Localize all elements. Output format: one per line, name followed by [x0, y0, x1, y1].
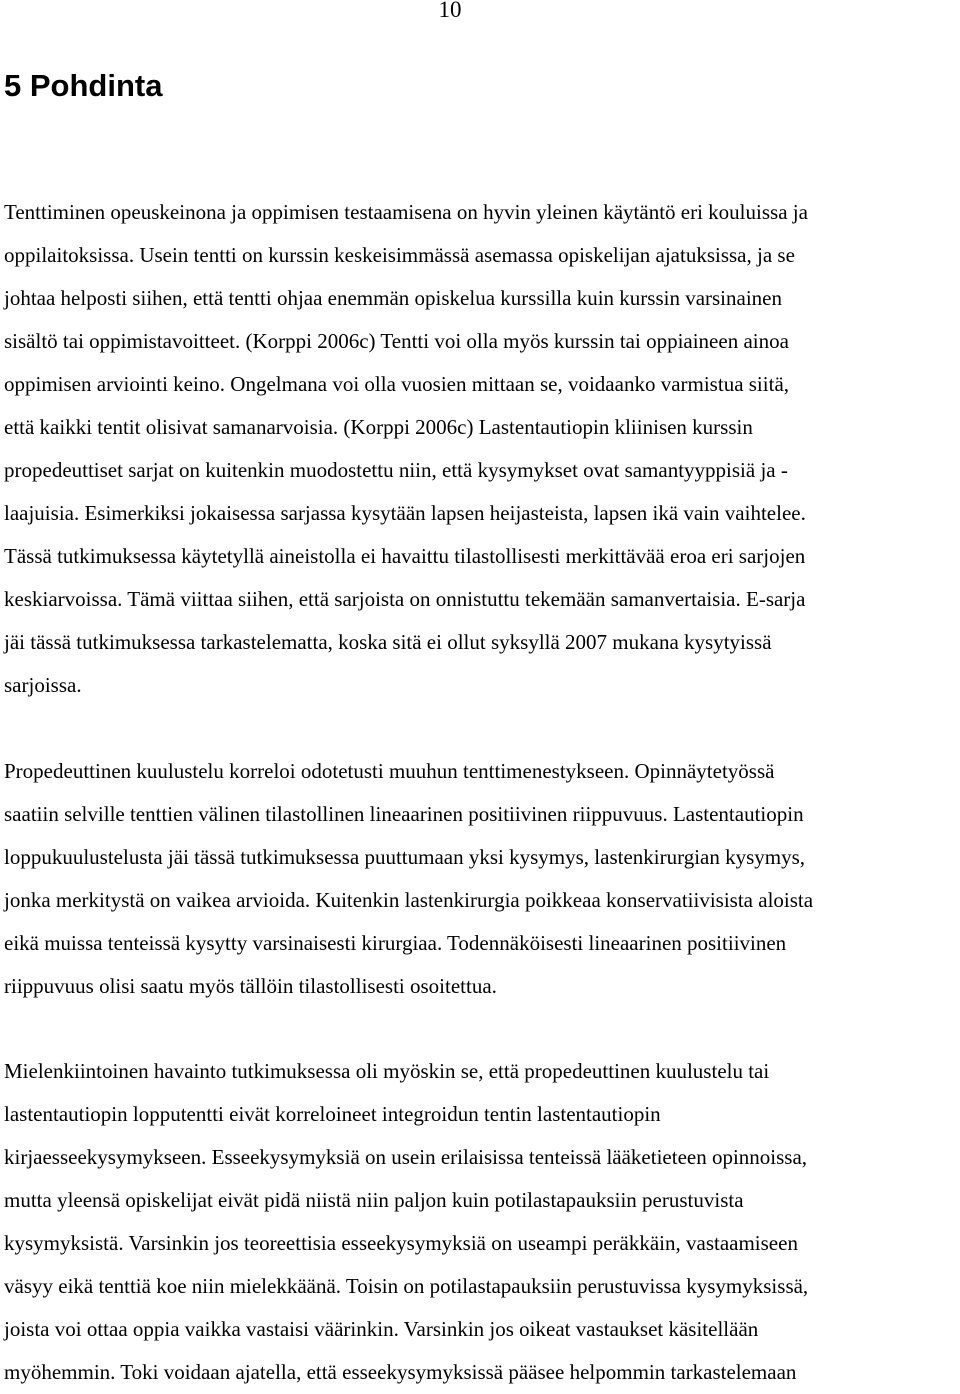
paragraph-line: väsyy eikä tenttiä koe niin mielekkäänä. Toisin on potilastapauksiin perustuvissa kysymyksissä,	[4, 1274, 809, 1298]
paragraph-line: Tässä tutkimuksessa käytetyllä aineistolla ei havaittu tilastollisesti merkittävää eroa eri sarjojen	[4, 544, 806, 568]
paragraph-line: oppilaitoksissa. Usein tentti on kurssin keskeisimmässä asemassa opiskelijan ajatuksissa, ja se	[4, 243, 795, 267]
section-heading: 5 Pohdinta	[4, 68, 163, 103]
paragraph-line: joista voi ottaa oppia vaikka vastaisi väärinkin. Varsinkin jos oikeat vastaukset käsitellään	[4, 1317, 759, 1341]
paragraph-line: Tenttiminen opeuskeinona ja oppimisen testaamisena on hyvin yleinen käytäntö eri kouluissa ja	[4, 200, 808, 224]
paragraph-line: riippuvuus olisi saatu myös tällöin tilastollisesti osoitettua.	[4, 974, 497, 998]
paragraph-line: kysymyksistä. Varsinkin jos teoreettisia esseekysymyksiä on useampi peräkkäin, vastaamiseen	[4, 1231, 798, 1255]
paragraph-line: keskiarvoissa. Tämä viittaa siihen, että sarjoista on onnistuttu tekemään samanvertaisia. E-sarja	[4, 587, 806, 611]
paragraph-line: johtaa helposti siihen, että tentti ohjaa enemmän opiskelua kurssilla kuin kurssin varsinainen	[4, 286, 782, 310]
paragraph-line: Propedeuttinen kuulustelu korreloi odotetusti muuhun tenttimenestykseen. Opinnäytetyössä	[4, 759, 775, 783]
paragraph-line: laajuisia. Esimerkiksi jokaisessa sarjassa kysytään lapsen heijasteista, lapsen ikä vain vaihtelee.	[4, 501, 806, 525]
paragraph-line: kirjaesseekysymykseen. Esseekysymyksiä on usein erilaisissa tenteissä lääketieteen opinnoissa,	[4, 1145, 808, 1169]
paragraph-1	[4, 191, 960, 707]
paragraph-line: että kaikki tentit olisivat samanarvoisia. (Korppi 2006c) Lastentautiopin kliinisen kurssin	[4, 415, 753, 439]
paragraph-line: mutta yleensä opiskelijat eivät pidä niistä niin paljon kuin potilastapauksiin perustuvista	[4, 1188, 744, 1212]
paragraph-line: loppukuulustelusta jäi tässä tutkimuksessa puuttumaan yksi kysymys, lastenkirurgian kysymys,	[4, 845, 806, 869]
paragraph-line: myöhemmin. Toki voidaan ajatella, että esseekysymyksissä pääsee helpommin tarkastelemaan	[4, 1360, 797, 1384]
paragraph-line: propedeuttiset sarjat on kuitenkin muodostettu niin, että kysymykset ovat samantyyppisiä ja -	[4, 458, 788, 482]
paragraph-line: saatiin selville tenttien välinen tilastollinen lineaarinen positiivinen riippuvuus. Lastentautiopin	[4, 802, 804, 826]
paragraph-line: lastentautiopin lopputentti eivät korreloineet integroidun tentin lastentautiopin	[4, 1102, 661, 1126]
paragraph-line: Mielenkiintoinen havainto tutkimuksessa oli myöskin se, että propedeuttinen kuulustelu tai	[4, 1059, 770, 1083]
paragraph-line: jäi tässä tutkimuksessa tarkastelematta, koska sitä ei ollut syksyllä 2007 mukana kysytyissä	[4, 630, 772, 654]
paragraph-line: eikä muissa tenteissä kysytty varsinaisesti kirurgiaa. Todennäköisesti lineaarinen positiivinen	[4, 931, 787, 955]
paragraph-3	[4, 1050, 960, 1394]
paragraph-line: sarjoissa.	[4, 673, 82, 697]
paragraph-2	[4, 750, 960, 1008]
page-number	[0, 0, 960, 24]
page-number-text: 10	[438, 0, 462, 22]
paragraph-line: oppimisen arviointi keino. Ongelmana voi olla vuosien mittaan se, voidaanko varmistua siitä,	[4, 372, 790, 396]
paragraph-line: jonka merkitystä on vaikea arvioida. Kuitenkin lastenkirurgia poikkeaa konservatiivisista aloista	[4, 888, 814, 912]
paragraph-line: sisältö tai oppimistavoitteet. (Korppi 2006c) Tentti voi olla myös kurssin tai oppiaineen ainoa	[4, 329, 789, 353]
